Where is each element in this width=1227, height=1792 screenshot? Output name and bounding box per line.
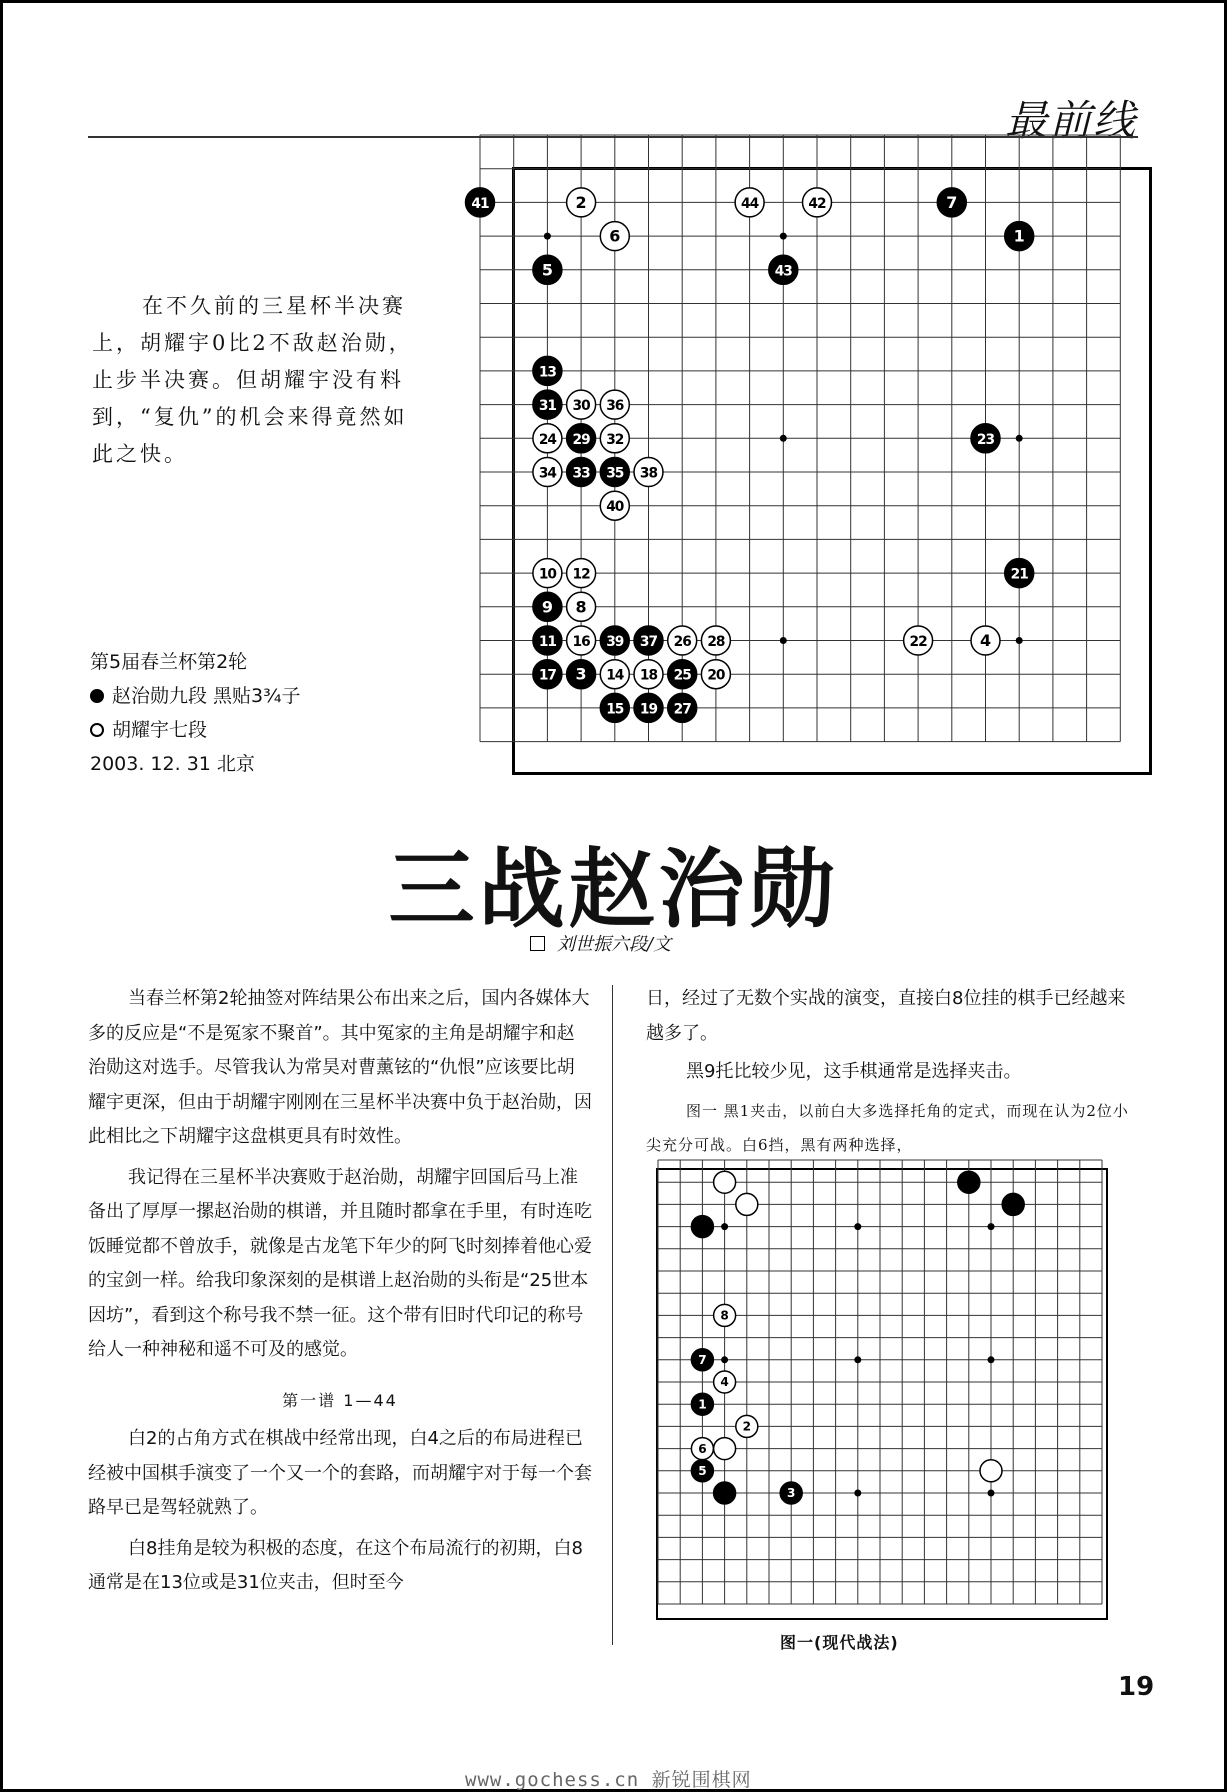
intro-paragraph: 在不久前的三星杯半决赛上，胡耀宇0比2不敌赵治勋，止步半决赛。但胡耀宇没有料到，“复仇”的机会来得竟然如此之快。 — [92, 294, 413, 466]
author-name: 刘世振六段/文 — [557, 934, 672, 955]
move-number: 22 — [909, 634, 927, 651]
stone-disc — [714, 1171, 736, 1193]
move-number: 38 — [639, 465, 658, 482]
watermark: www.gochess.cn 新锐围棋网 — [465, 1769, 752, 1791]
star-point — [780, 233, 787, 240]
white-stone — [803, 188, 832, 217]
white-stone — [567, 188, 596, 217]
white-stone — [714, 1371, 736, 1393]
move-number: 33 — [572, 465, 590, 482]
move-number: 26 — [673, 634, 691, 651]
black-stone — [634, 626, 663, 655]
move-number: 42 — [808, 195, 826, 212]
move-number: 3 — [575, 664, 587, 684]
move-number: 29 — [572, 431, 590, 448]
black-stone — [533, 356, 562, 385]
star-point — [721, 1223, 728, 1230]
move-number: 43 — [774, 263, 792, 280]
star-point — [780, 435, 787, 442]
white-stone — [971, 626, 1000, 655]
black-stone — [668, 693, 697, 722]
move-number: 20 — [707, 667, 725, 684]
white-stone — [600, 390, 629, 419]
move-number: 2 — [742, 1419, 752, 1434]
black-stone — [668, 660, 697, 689]
white-stone — [736, 1415, 758, 1437]
star-point — [988, 1490, 995, 1497]
white-stone — [904, 626, 933, 655]
white-stone — [691, 1438, 713, 1460]
author-line — [530, 930, 671, 956]
white-stone — [736, 1193, 758, 1215]
black-stone — [600, 693, 629, 722]
stone-disc — [736, 1193, 758, 1215]
move-number: 27 — [673, 701, 691, 718]
white-stone — [701, 660, 730, 689]
black-stone — [533, 255, 562, 284]
black-stone — [567, 458, 596, 487]
paragraph: 当春兰杯第2轮抽签对阵结果公布出来之后，国内各媒体大多的反应是“不是冤家不聚首”。其中冤家的主角是胡耀宇和赵治勋这对选手。尽管我认为常昊对曹薰铉的“仇恨”应该要比胡耀宇更深，但由于胡耀宇刚刚在三星杯半决赛中负于赵治勋，因此相比之下胡耀宇这盘棋更具有时效性。 — [88, 988, 592, 1147]
black-stone — [1002, 1193, 1024, 1215]
white-stone — [567, 626, 596, 655]
article-title: 三战赵治勋 — [388, 840, 839, 940]
game-info — [90, 645, 301, 781]
white-stone — [533, 424, 562, 453]
black-stone — [533, 660, 562, 689]
white-stone — [567, 592, 596, 621]
move-number: 7 — [946, 192, 958, 212]
move-number: 40 — [606, 499, 624, 516]
white-stone — [567, 390, 596, 419]
move-number: 14 — [606, 667, 624, 684]
black-stone — [567, 424, 596, 453]
white-player-row — [90, 713, 301, 747]
white-player: 胡耀宇七段 — [112, 719, 208, 741]
move-number: 11 — [538, 634, 556, 651]
move-number: 7 — [698, 1352, 707, 1367]
white-stone — [735, 188, 764, 217]
page-number: 19 — [1118, 1672, 1155, 1702]
move-number: 8 — [720, 1308, 729, 1323]
move-number: 36 — [606, 398, 624, 415]
black-player-row — [90, 679, 301, 713]
black-stone — [691, 1216, 713, 1238]
board2-svg — [658, 1170, 1106, 1618]
move-number: 17 — [538, 667, 556, 684]
white-stone-icon — [90, 723, 104, 737]
star-point — [854, 1223, 861, 1230]
move-number: 6 — [609, 226, 621, 246]
black-player: 赵治勋九段 黑贴3¾子 — [112, 685, 301, 707]
move-number: 6 — [698, 1441, 707, 1456]
move-number: 10 — [538, 566, 556, 583]
go-board-record — [471, 167, 1152, 775]
section-logo: 最前线 — [1005, 96, 1138, 145]
white-stone — [714, 1304, 736, 1326]
white-stone — [714, 1438, 736, 1460]
paragraph: 白8挂角是较为积极的态度，在这个布局流行的初期，白8通常是在13位或是31位夹击，但时至今 — [88, 1537, 583, 1593]
star-point — [1016, 435, 1023, 442]
right-column — [646, 982, 1142, 1167]
star-point — [988, 1223, 995, 1230]
paragraph: 我记得在三星杯半决赛败于赵治勋，胡耀宇回国后马上准备出了厚厚一摞赵治勋的棋谱，并且随时都拿在手里，有时连吃饭睡觉都不曾放手，就像是古龙笔下年少的阿飞时刻捧着他心爱的宝剑一样。给我印象深刻的是棋谱上赵治勋的头衔是“25世本因坊”，看到这个称号我不禁一征。这个带有旧时代印记的称号给人一种神秘和遥不可及的感觉。 — [88, 1166, 592, 1360]
black-stone — [1005, 559, 1034, 588]
black-stone — [1005, 222, 1034, 251]
move-number: 18 — [639, 667, 658, 684]
left-column — [88, 982, 592, 1607]
star-point — [721, 1356, 728, 1363]
star-point — [854, 1490, 861, 1497]
white-stone — [533, 458, 562, 487]
black-stone — [691, 1460, 713, 1482]
black-stone-icon — [90, 689, 104, 703]
move-number: 37 — [639, 634, 658, 651]
move-number: 1 — [1013, 226, 1025, 246]
move-number: 12 — [572, 566, 590, 583]
move-number: 2 — [575, 192, 587, 212]
black-stone — [958, 1171, 980, 1193]
record-subheading: 第一谱 1—44 — [282, 1390, 398, 1410]
star-point — [544, 233, 551, 240]
move-number: 30 — [572, 398, 590, 415]
header-divider — [88, 136, 1138, 138]
move-number: 35 — [606, 465, 624, 482]
move-number: 4 — [979, 631, 992, 651]
black-stone — [533, 592, 562, 621]
move-number: 13 — [538, 364, 556, 381]
move-number: 25 — [673, 667, 691, 684]
move-number: 31 — [538, 398, 556, 415]
white-stone — [668, 626, 697, 655]
black-stone — [691, 1349, 713, 1371]
stone-disc — [691, 1216, 713, 1238]
move-number: 34 — [538, 465, 556, 482]
square-bullet-icon — [530, 936, 545, 951]
board1-svg — [471, 170, 1149, 772]
black-stone — [769, 255, 798, 284]
white-stone — [600, 424, 629, 453]
white-stone — [600, 491, 629, 520]
move-number: 15 — [606, 701, 624, 718]
black-stone — [691, 1393, 713, 1415]
move-number: 39 — [606, 634, 624, 651]
stone-disc — [1002, 1193, 1024, 1215]
move-number: 19 — [639, 701, 658, 718]
paragraph: 黑9托比较少见，这手棋通常是选择夹击。 — [686, 1061, 1022, 1082]
star-point — [1016, 637, 1023, 644]
star-point — [988, 1356, 995, 1363]
white-stone — [567, 559, 596, 588]
star-point — [854, 1356, 861, 1363]
black-stone — [634, 693, 663, 722]
stone-disc — [714, 1438, 736, 1460]
date-place: 2003. 12. 31 北京 — [90, 753, 255, 775]
figure-caption: 图一(现代战法) — [780, 1633, 899, 1652]
black-stone — [971, 424, 1000, 453]
move-number: 23 — [976, 431, 995, 448]
move-number: 5 — [698, 1463, 707, 1478]
move-number: 32 — [606, 431, 624, 448]
black-stone — [533, 626, 562, 655]
black-stone — [714, 1482, 736, 1504]
stone-disc — [714, 1482, 736, 1504]
column-divider — [612, 985, 613, 1645]
move-number: 8 — [575, 597, 587, 617]
move-number: 4 — [720, 1375, 729, 1390]
move-number: 44 — [741, 195, 759, 212]
black-stone — [780, 1482, 802, 1504]
black-stone — [466, 188, 495, 217]
move-number: 16 — [572, 634, 590, 651]
move-number: 1 — [698, 1397, 707, 1412]
move-number: 9 — [541, 597, 553, 617]
white-stone — [600, 660, 629, 689]
figure-note: 图一 黑1夹击，以前白大多选择托角的定式，而现在认为2位小尖充分可战。白6挡，黑有两种选择， — [646, 1101, 1129, 1154]
move-number: 28 — [707, 634, 725, 651]
white-stone — [980, 1460, 1002, 1482]
paragraph: 白2的占角方式在棋战中经常出现，白4之后的布局进程已经被中国棋手演变了一个又一个的套路，而胡耀宇对于每一个套路早已是驾轻就熟了。 — [88, 1428, 592, 1518]
star-point — [780, 637, 787, 644]
white-stone — [634, 458, 663, 487]
white-stone — [600, 222, 629, 251]
black-stone — [533, 390, 562, 419]
stone-disc — [958, 1171, 980, 1193]
black-stone — [937, 188, 966, 217]
event-name: 第5届春兰杯第2轮 — [90, 651, 248, 673]
black-stone — [600, 458, 629, 487]
move-number: 41 — [471, 195, 489, 212]
paragraph: 日，经过了无数个实战的演变，直接白8位挂的棋手已经越来越多了。 — [646, 988, 1126, 1044]
move-number: 24 — [538, 431, 556, 448]
white-stone — [533, 559, 562, 588]
white-stone — [634, 660, 663, 689]
black-stone — [567, 660, 596, 689]
go-board-figure — [656, 1168, 1108, 1620]
white-stone — [714, 1171, 736, 1193]
move-number: 3 — [786, 1486, 796, 1501]
white-stone — [701, 626, 730, 655]
move-number: 5 — [541, 260, 553, 280]
stone-disc — [980, 1460, 1002, 1482]
black-stone — [600, 626, 629, 655]
move-number: 21 — [1010, 566, 1028, 583]
